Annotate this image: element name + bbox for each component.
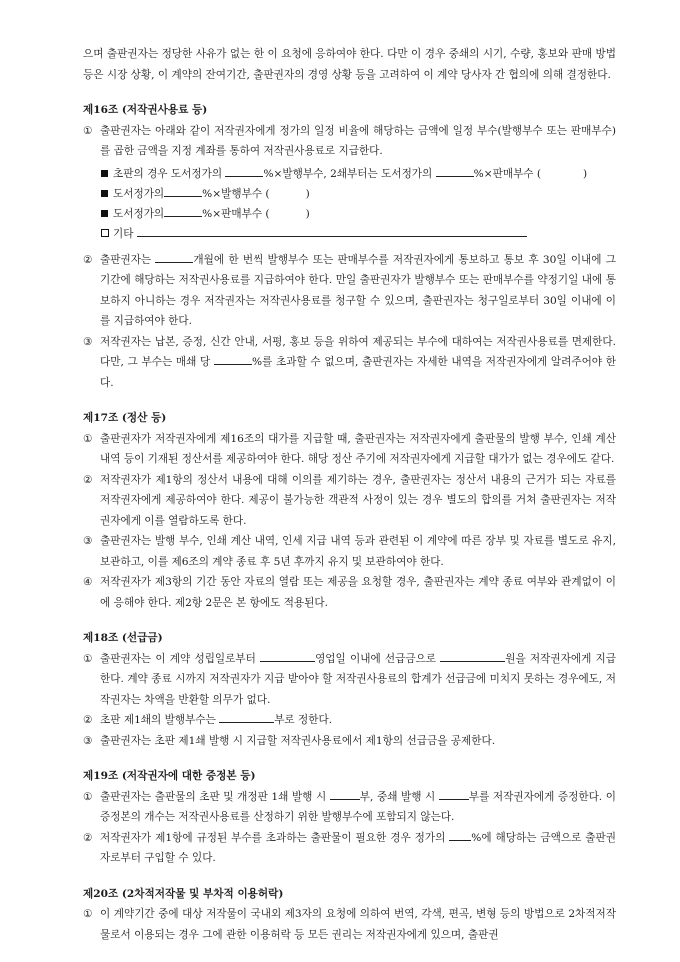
royalty-option-2: 도서정가의 %×발행부수 ( )	[101, 184, 616, 204]
royalty-option-4: 기타	[101, 224, 616, 244]
article-18-paragraph-1: ① 출판권자는 이 계약 성립일로부터 영업일 이내에 선급금으로 원을 저작권자에게 지급한다. 계약 종료 시까지 저작권자가 지급 받아야 할 저작권사용료의 합계가 선급금에 미치지 못하는 경우에도, 저작권자는 차액을 반환할 의무가 없다.	[83, 649, 616, 711]
blank-field	[137, 224, 527, 237]
article-19-paragraph-1: ① 출판권자는 출판물의 초판 및 개정판 1쇄 발행 시 부, 중쇄 발행 시 부를 저작권자에게 증정한다. 이 증정본의 개수는 저작권사용료를 산정하기 위한 발행부수에 포함되지 않는다.	[83, 787, 616, 828]
article-17-paragraph-2: ② 저작권자가 제1항의 정산서 내용에 대해 이의를 제기하는 경우, 출판권자는 정산서 내용의 근거가 되는 자료를 저작권자에게 제공하여야 한다. 제공이 불가능한 객관적 사정이 있는 경우 별도의 합의를 거쳐 출판권자는 저작권자에게 이를 열람하도록 한다.	[83, 473, 616, 527]
royalty-option-1: 초판의 경우 도서정가의 %×발행부수, 2쇄부터는 도서정가의 %×판매부수 ( )	[101, 164, 616, 184]
article-17-paragraph-4: ④ 저작권자가 제3항의 기간 동안 자료의 열람 또는 제공을 요청할 경우, 출판권자는 계약 종료 여부와 관계없이 이에 응해야 한다. 제2항 2문은 본 항에도 적용된다.	[83, 576, 616, 609]
article-19-paragraph-2: ② 저작권자가 제1항에 규정된 부수를 초과하는 출판물이 필요한 경우 정가의 %에 해당하는 금액으로 출판권자로부터 구입할 수 있다.	[83, 828, 616, 869]
blank-field	[214, 352, 252, 365]
blank-field	[439, 787, 469, 800]
article-17-paragraph-3: ③ 출판권자는 발행 부수, 인쇄 계산 내역, 인세 지급 내역 등과 관련된 이 계약에 따른 장부 및 자료를 별도로 유지, 보관하고, 이를 제6조의 계약 종료 후 5년 후까지 유지 및 보관하여야 한다.	[83, 535, 616, 568]
blank-field	[436, 164, 474, 177]
article-19	[83, 766, 616, 869]
checkbox-square-icon	[101, 229, 109, 237]
article-18-title: 제18조 (선급금)	[83, 632, 163, 644]
filled-square-bullet-icon	[101, 170, 108, 177]
blank-field	[164, 184, 202, 197]
article-19-title: 제19조 (저작권자에 대한 증정본 등)	[83, 770, 256, 782]
article-20-paragraph-1: ① 이 계약기간 중에 대상 저작물이 국내외 제3자의 요청에 의하여 번역, 각색, 편곡, 변형 등의 방법으로 2차적저작물로서 이용되는 경우 그에 관한 이용허락 등 모든 권리는 저작권자에게 있으며, 출판권	[83, 908, 616, 941]
article-16-title: 제16조 (저작권사용료 등)	[83, 104, 208, 116]
blank-field	[440, 649, 505, 662]
article-17-paragraph-1: ① 출판권자가 저작권자에게 제16조의 대가를 지급할 때, 출판권자는 저작권자에게 출판물의 발행 부수, 인쇄 계산 내역 등이 기재된 정산서를 제공하여야 한다. 해당 정산 주기에 저작권자에게 지급할 대가가 없는 경우에도 같다.	[83, 432, 616, 465]
article-20	[83, 884, 616, 946]
article-17-title: 제17조 (정산 등)	[83, 412, 167, 424]
continued-paragraph: 으며 출판권자는 정당한 사유가 없는 한 이 요청에 응하여야 한다. 다만 이 경우 중쇄의 시기, 수량, 홍보와 판매 방법 등은 시장 상황, 이 계약의 잔여기간, 출판권자의 경영 상황 등을 고려하여 이 계약 당사자 간 협의에 의해 결정한다.	[83, 48, 616, 81]
royalty-option-3: 도서정가의 %×판매부수 ( )	[101, 204, 616, 224]
item-number: ①	[83, 124, 93, 137]
blank-field	[225, 164, 263, 177]
filled-square-bullet-icon	[101, 210, 108, 217]
article-17	[83, 408, 616, 613]
blank-field	[155, 250, 193, 263]
article-16-paragraph-3: ③ 저작권자는 납본, 증정, 신간 안내, 서평, 홍보 등을 위하여 제공되는 부수에 대하여는 저작권사용료를 면제한다. 다만, 그 부수는 매쇄 당 %를 초과할 수 없으며, 출판권자는 자세한 내역을 저작권자에게 알려주어야 한다.	[83, 335, 616, 389]
blank-field	[164, 204, 202, 217]
blank-field	[219, 710, 274, 723]
article-18-paragraph-3: ③ 출판권자는 초판 제1쇄 발행 시 지급할 저작권사용료에서 제1항의 선급금을 공제한다.	[83, 734, 496, 747]
royalty-options	[83, 164, 616, 244]
article-18-paragraph-2: ② 초판 제1쇄의 발행부수는 부로 정한다.	[83, 710, 616, 731]
blank-field	[449, 828, 471, 841]
article-20-title: 제20조 (2차적저작물 및 부차적 이용허락)	[83, 887, 284, 900]
blank-field	[330, 787, 360, 800]
article-16-paragraph-1: ① 출판권자는 아래와 같이 저작권자에게 정가의 일정 비율에 해당하는 금액에 일정 부수(발행부수 또는 판매부수)를 곱한 금액을 지정 계좌를 통하여 저작권사용료로 지급한다.	[83, 121, 616, 162]
filled-square-bullet-icon	[101, 190, 108, 197]
article-18	[83, 628, 616, 751]
blank-field	[260, 649, 315, 662]
article-16-paragraph-2: ② 출판권자는 개월에 한 번씩 발행부수 또는 판매부수를 저작권자에게 통보하고 통보 후 30일 이내에 그 기간에 해당하는 저작권사용료를 지급하여야 한다. 만일 출판권자가 발행부수 또는 판매부수를 약정기일 내에 통보하지 아니하는 경우 저작권자는 저작권사용료를 청구할 수 있으며, 출판권자는 청구일로부터 30일 이내에 이를 지급하여야 한다.	[83, 250, 616, 332]
article-16	[83, 100, 616, 393]
